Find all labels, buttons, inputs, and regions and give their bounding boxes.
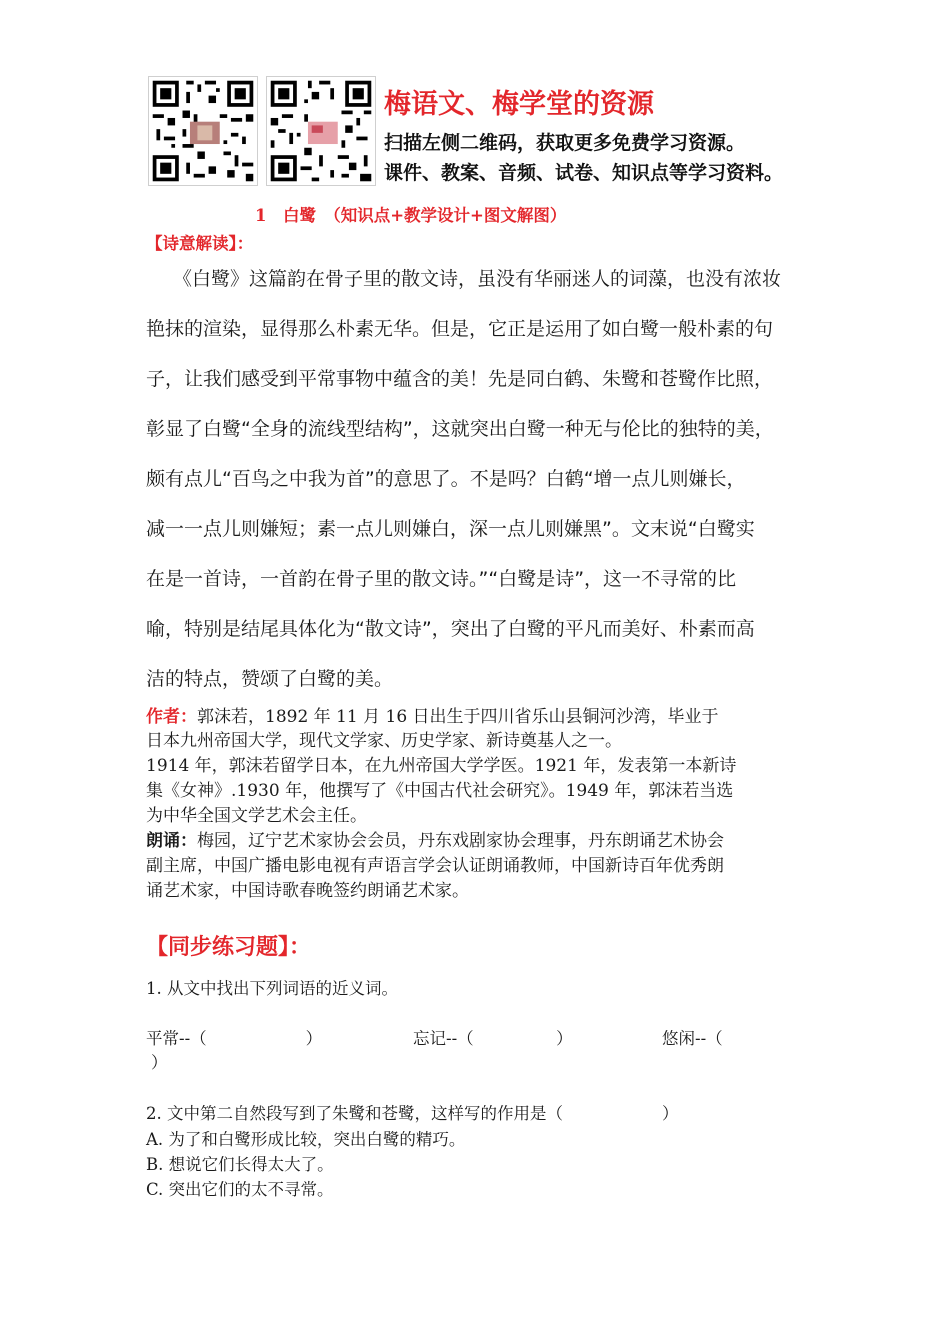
- poem-line-1: 《白鹭》这篇韵在骨子里的散文诗，虽没有华丽迷人的词藻，也没有浓妆: [173, 268, 782, 290]
- brand-title: 梅语文、梅学堂的资源: [384, 89, 654, 120]
- exercises-heading: 【同步练习题】：: [146, 935, 312, 960]
- author-text-1: 郭沫若，1892 年 11 月 16 日出生于四川省乐山县铜河沙湾，毕业于: [197, 707, 719, 727]
- author-label: 作者：: [146, 707, 197, 727]
- question-2: 2. 文中第二自然段写到了朱鹭和苍鹭，这样写的作用是（ ）: [146, 1104, 679, 1123]
- author-line-1: [146, 702, 719, 727]
- q1-item-3-close: ）: [151, 1053, 168, 1072]
- q2-option-a: A. 为了和白鹭形成比较，突出白鹭的精巧。: [146, 1130, 466, 1149]
- reader-line-1: [146, 826, 724, 851]
- q2-option-b: B. 想说它们长得太大了。: [146, 1155, 334, 1174]
- q2-option-c: C. 突出它们的太不寻常。: [146, 1180, 334, 1199]
- brand-tagline-2: 课件、教案、音频、试卷、知识点等学习资料。: [384, 162, 784, 184]
- poem-line-2: 艳抹的渲染，显得那么朴素无华。但是，它正是运用了如白鹭一般朴素的句: [146, 318, 774, 340]
- poem-line-9: 洁的特点，赞颂了白鹭的美。: [146, 668, 394, 690]
- poem-line-7: 在是一首诗，一首韵在骨子里的散文诗。”“白鹭是诗”，这一不寻常的比: [146, 568, 737, 590]
- qr-code-right-graphic: [267, 77, 375, 185]
- qr-code-left: [148, 76, 258, 186]
- q1-item-2: 忘记--（ ）: [413, 1029, 573, 1048]
- poem-section-heading: 【诗意解读】：: [146, 234, 254, 253]
- author-line-5: 为中华全国文学艺术会主任。: [146, 806, 367, 826]
- poem-line-5: 颇有点儿“百鸟之中我为首”的意思了。不是吗？白鹤“增一点儿则嫌长，: [146, 468, 746, 490]
- reader-label: 朗诵：: [146, 831, 197, 851]
- question-1: 1. 从文中找出下列词语的近义词。: [146, 979, 398, 998]
- reader-line-2: 副主席，中国广播电影电视有声语言学会认证朗诵教师，中国新诗百年优秀朗: [146, 856, 724, 876]
- q1-item-1: 平常--（ ）: [146, 1029, 323, 1048]
- poem-line-8: 喻，特别是结尾具体化为“散文诗”，突出了白鹭的平凡而美好、朴素而高: [146, 618, 755, 640]
- poem-line-3: 子，让我们感受到平常事物中蕴含的美！先是同白鹤、朱鹭和苍鹭作比照，: [146, 368, 774, 390]
- author-line-4: 集《女神》.1930 年，他撰写了《中国古代社会研究》。1949 年，郭沫若当选: [146, 781, 734, 801]
- qr-code-left-graphic: [149, 77, 257, 185]
- document-title: 1 白鹭 （知识点+教学设计+图文解图）: [255, 206, 567, 225]
- reader-line-3: 诵艺术家，中国诗歌春晚签约朗诵艺术家。: [146, 881, 469, 901]
- author-line-2: 日本九州帝国大学，现代文学家、历史学家、新诗奠基人之一。: [146, 731, 622, 751]
- author-line-3: 1914 年，郭沫若留学日本，在九州帝国大学学医。1921 年，发表第一本新诗: [146, 756, 737, 776]
- poem-line-4: 彰显了白鹭“全身的流线型结构”，这就突出白鹭一种无与伦比的独特的美，: [146, 418, 774, 440]
- reader-text-1: 梅园，辽宁艺术家协会会员，丹东戏剧家协会理事，丹东朗诵艺术协会: [197, 831, 724, 851]
- q1-item-3: 悠闲--（: [662, 1029, 723, 1048]
- qr-code-right: [266, 76, 376, 186]
- poem-line-6: 减一一点儿则嫌短；素一点儿则嫌白，深一点儿则嫌黑”。文末说“白鹭实: [146, 518, 755, 540]
- brand-tagline-1: 扫描左侧二维码，获取更多免费学习资源。: [384, 132, 746, 154]
